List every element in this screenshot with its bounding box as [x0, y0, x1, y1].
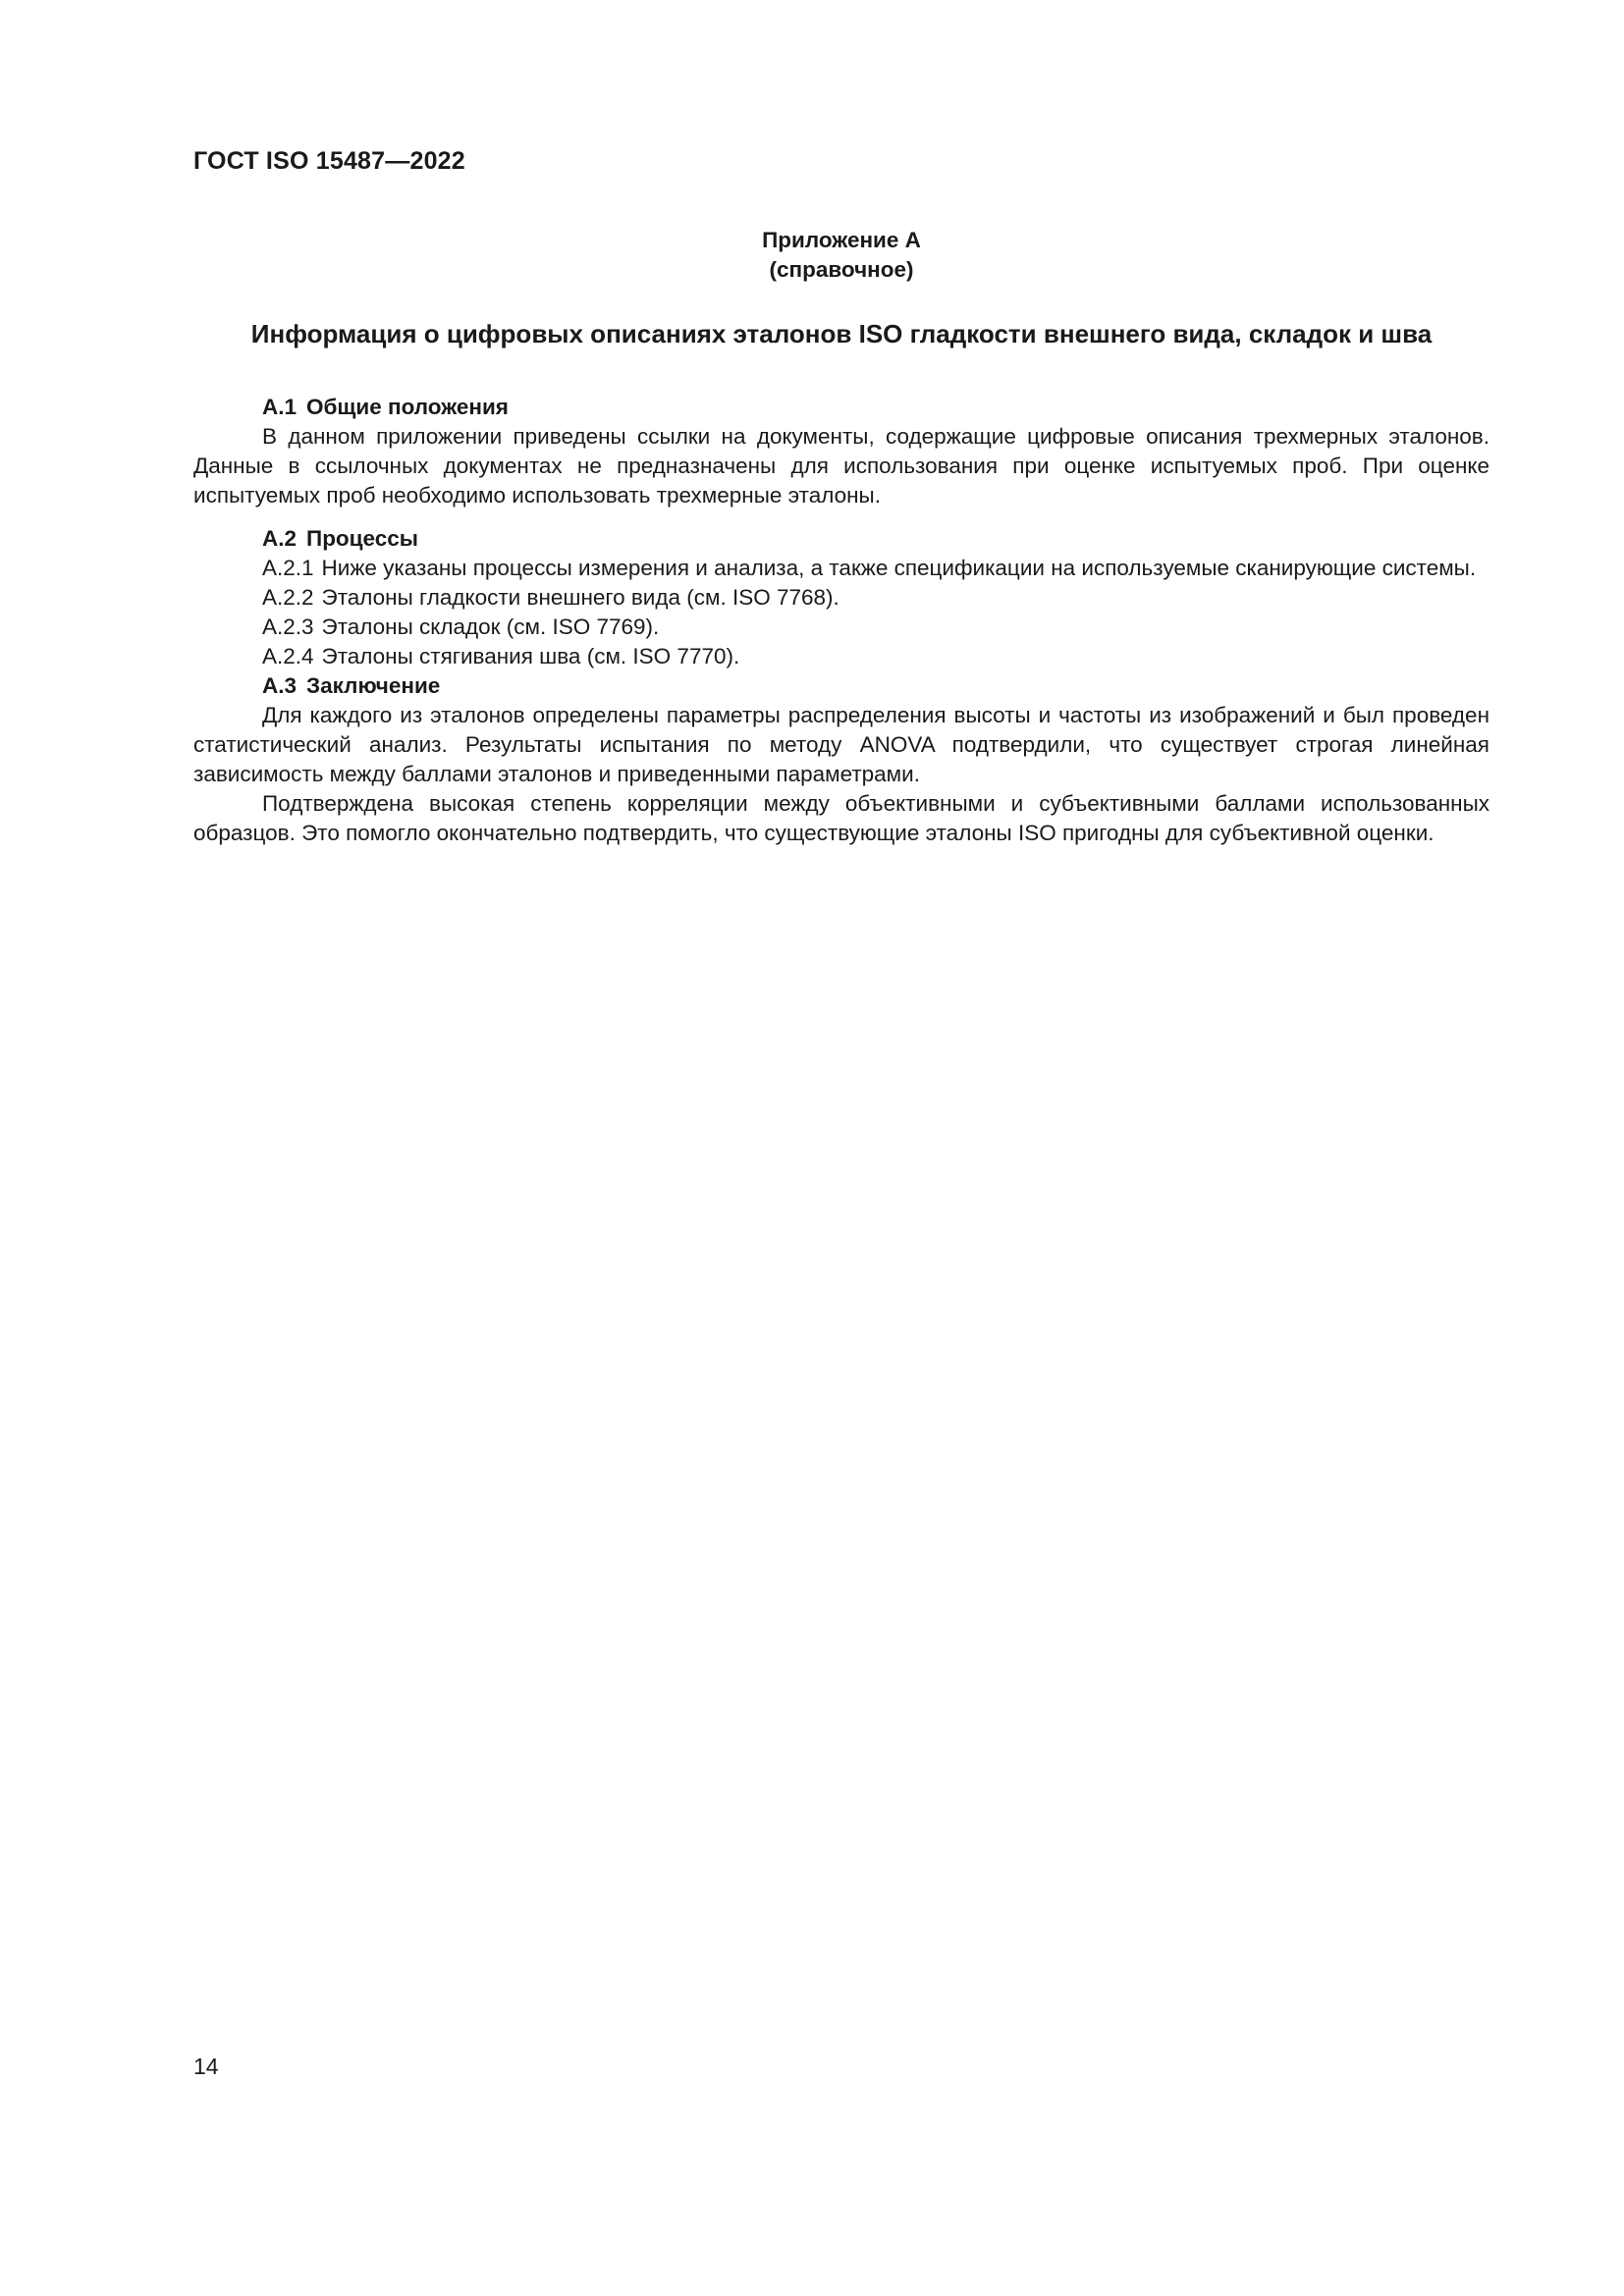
section-a3-paragraph-1: Для каждого из эталонов определены параметры распределения высоты и частоты из изображений и был проведен статистический анализ. Результаты испытания по методу ANOVA подтвердили, что существует строгая линейная зависимость между баллами эталонов и приведенными параметрами. — [193, 703, 1489, 786]
section-a3-paragraph-2: Подтверждена высокая степень корреляции между объективными и субъективными баллами использованных образцов. Это помогло окончательно подтвердить, что существующие эталоны ISO пригодны для субъективной оценки. — [193, 791, 1489, 845]
section-a2-number: А.2 — [262, 526, 298, 551]
section-a3-heading — [193, 671, 1489, 701]
section-a1-paragraph: В данном приложении приведены ссылки на документы, содержащие цифровые описания трехмерных эталонов. Данные в ссылочных документах не предназначены для использования при оценке испытуемых проб. При оценке испытуемых проб необходимо использовать трехмерные эталоны. — [193, 424, 1489, 507]
item-number: А.2.1 — [262, 556, 314, 580]
item-number: А.2.2 — [262, 585, 314, 610]
section-a2-heading — [193, 524, 1489, 554]
section-a2-item-1 — [193, 554, 1489, 583]
item-number: А.2.4 — [262, 644, 314, 668]
annex-status: (справочное) — [769, 257, 914, 282]
document-body — [193, 393, 1489, 848]
section-a2-item-2 — [193, 583, 1489, 613]
section-a3-title: Заключение — [306, 673, 441, 698]
section-a2-item-4 — [193, 642, 1489, 671]
annex-label: Приложение А — [762, 228, 921, 252]
section-a2-item-3 — [193, 613, 1489, 642]
section-a2-title: Процессы — [306, 526, 418, 551]
section-a1-number: А.1 — [262, 395, 298, 419]
item-text: Эталоны складок (см. ISO 7769). — [321, 614, 660, 639]
item-text: Эталоны гладкости внешнего вида (см. ISO 7768). — [321, 585, 839, 610]
page-number: 14 — [193, 2054, 219, 2079]
item-text: Ниже указаны процессы измерения и анализа, а также спецификации на используемые сканирующие системы. — [321, 556, 1477, 580]
section-a3-number: А.3 — [262, 673, 298, 698]
section-a1-heading — [193, 393, 1489, 422]
annex-title: Информация о цифровых описаниях эталонов ISO гладкости внешнего вида, складок и шва — [250, 319, 1433, 348]
document-header: ГОСТ ISO 15487—2022 — [193, 147, 465, 175]
item-number: А.2.3 — [262, 614, 314, 639]
section-a1-title: Общие положения — [306, 395, 509, 419]
annex-label-block — [193, 226, 1489, 285]
item-text: Эталоны стягивания шва (см. ISO 7770). — [321, 644, 740, 668]
